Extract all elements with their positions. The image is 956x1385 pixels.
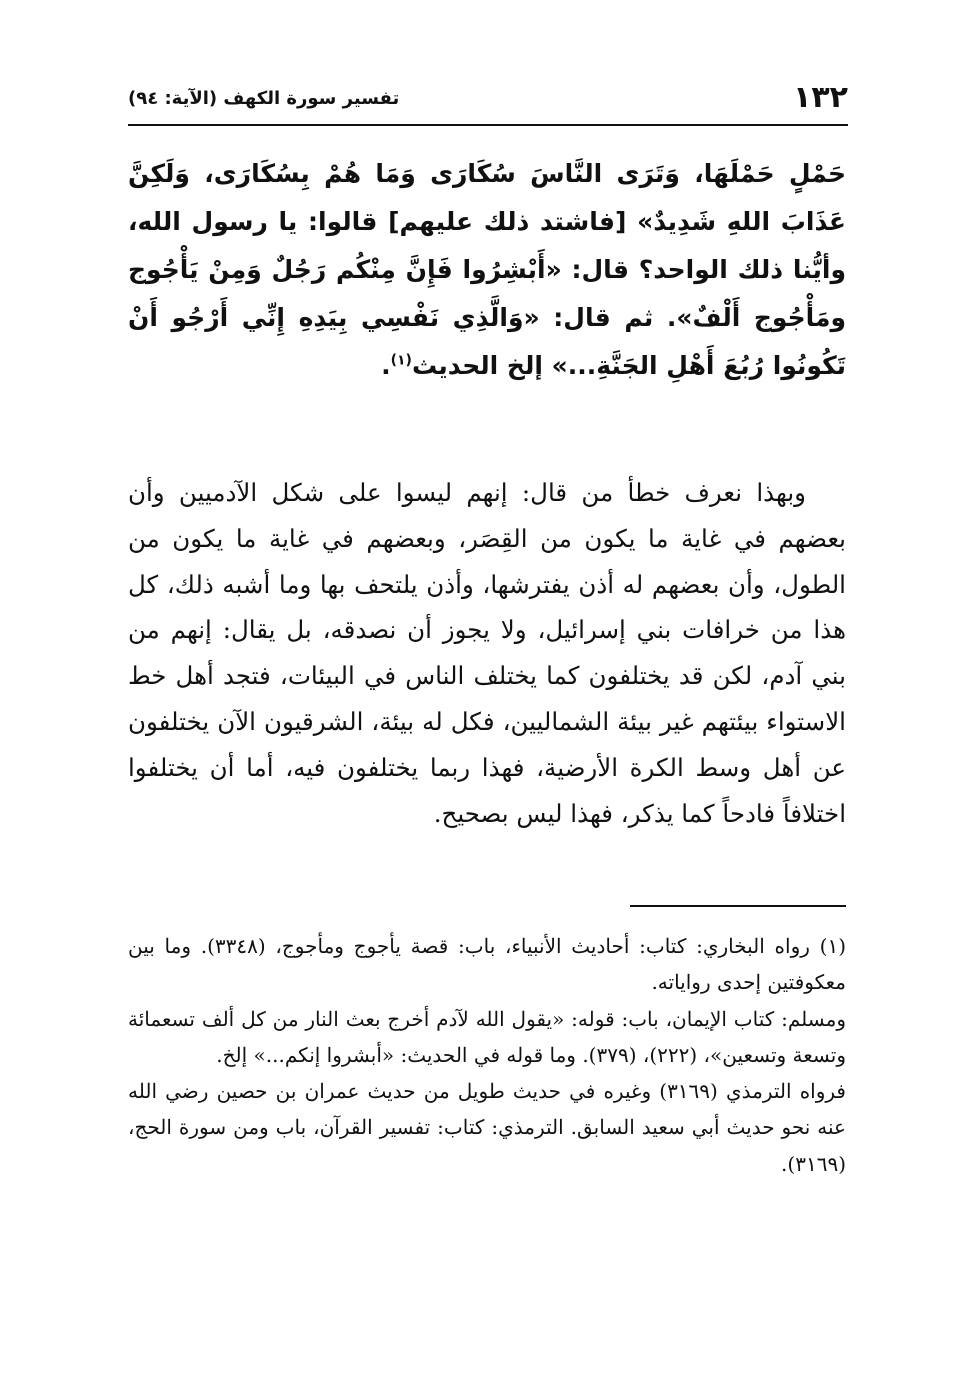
hadith-quote-block <box>128 150 846 390</box>
page-header <box>128 80 848 120</box>
hadith-quote-end: . <box>381 351 391 380</box>
footnote-divider <box>630 905 846 907</box>
commentary-body <box>128 470 846 836</box>
running-title: تفسير سورة الكهف (الآية: ٩٤) <box>128 88 400 109</box>
footnotes-section <box>128 928 846 1182</box>
footnote-tirmidhi: فرواه الترمذي (٣١٦٩) وغيره في حديث طويل من حديث عمران بن حصين رضي الله عنه نحو حديث أبي سعيد السابق. الترمذي: كتاب: تفسير القرآن، باب ومن سورة الحج، (٣١٦٩). <box>128 1079 846 1176</box>
footnote-bukhari: (١) رواه البخاري: كتاب: أحاديث الأنبياء، باب: قصة يأجوج ومأجوج، (٣٣٤٨). وما بين معكوفتين إحدى رواياته. <box>128 934 847 995</box>
footnote-reference: (١) <box>390 352 412 369</box>
hadith-quote-text: حَمْلٍ حَمْلَهَا، وَتَرَى النَّاسَ سُكَارَى وَمَا هُمْ بِسُكَارَى، وَلَكِنَّ عَذَابَ اللهِ شَدِيدٌ» [فاشتد ذلك عليهم] قالوا: يا رسول الله، وأيُّنا ذلك الواحد؟ قال: «أَبْشِرُوا فَإِنَّ مِنْكُم رَجُلٌ وَمِنْ يَأْجُوج ومَأْجُوج أَلْفٌ». ثم قال: «وَالَّذِي نَفْسِي بِيَدِهِ إِنِّي أَرْجُو أَنْ تَكُونُوا رُبُعَ أَهْلِ الجَنَّةِ...» إلخ الحديث <box>128 159 846 380</box>
commentary-paragraph: وبهذا نعرف خطأ من قال: إنهم ليسوا على شكل الآدميين وأن بعضهم في غاية ما يكون من القِصَر، وبعضهم في غاية ما يكون من الطول، وأن بعضهم له أذن يفترشها، وأذن يلتحف بها وما أشبه ذلك، كل هذا من خرافات بني إسرائيل، ولا يجوز أن نصدقه، بل يقال: إنهم من بني آدم، لكن قد يختلفون كما يختلف الناس في البيئات، فتجد أهل خط الاستواء بيئتهم غير بيئة الشماليين، فكل له بيئة، الشرقيون الآن يختلفون عن أهل وسط الكرة الأرضية، فهذا ربما يختلفون فيه، أما أن يختلفوا اختلافاً فادحاً كما يذكر، فهذا ليس بصحيح. <box>128 478 846 828</box>
page-number: ١٣٢ <box>793 80 848 115</box>
header-divider <box>128 124 848 126</box>
footnote-muslim: ومسلم: كتاب الإيمان، باب: قوله: «يقول الله لآدم أخرج بعث النار من كل ألف تسعمائة وتسعة وتسعين»، (٢٢٢)، (٣٧٩). وما قوله في الحديث: «أبشروا إنكم...» إلخ. <box>128 1006 846 1067</box>
